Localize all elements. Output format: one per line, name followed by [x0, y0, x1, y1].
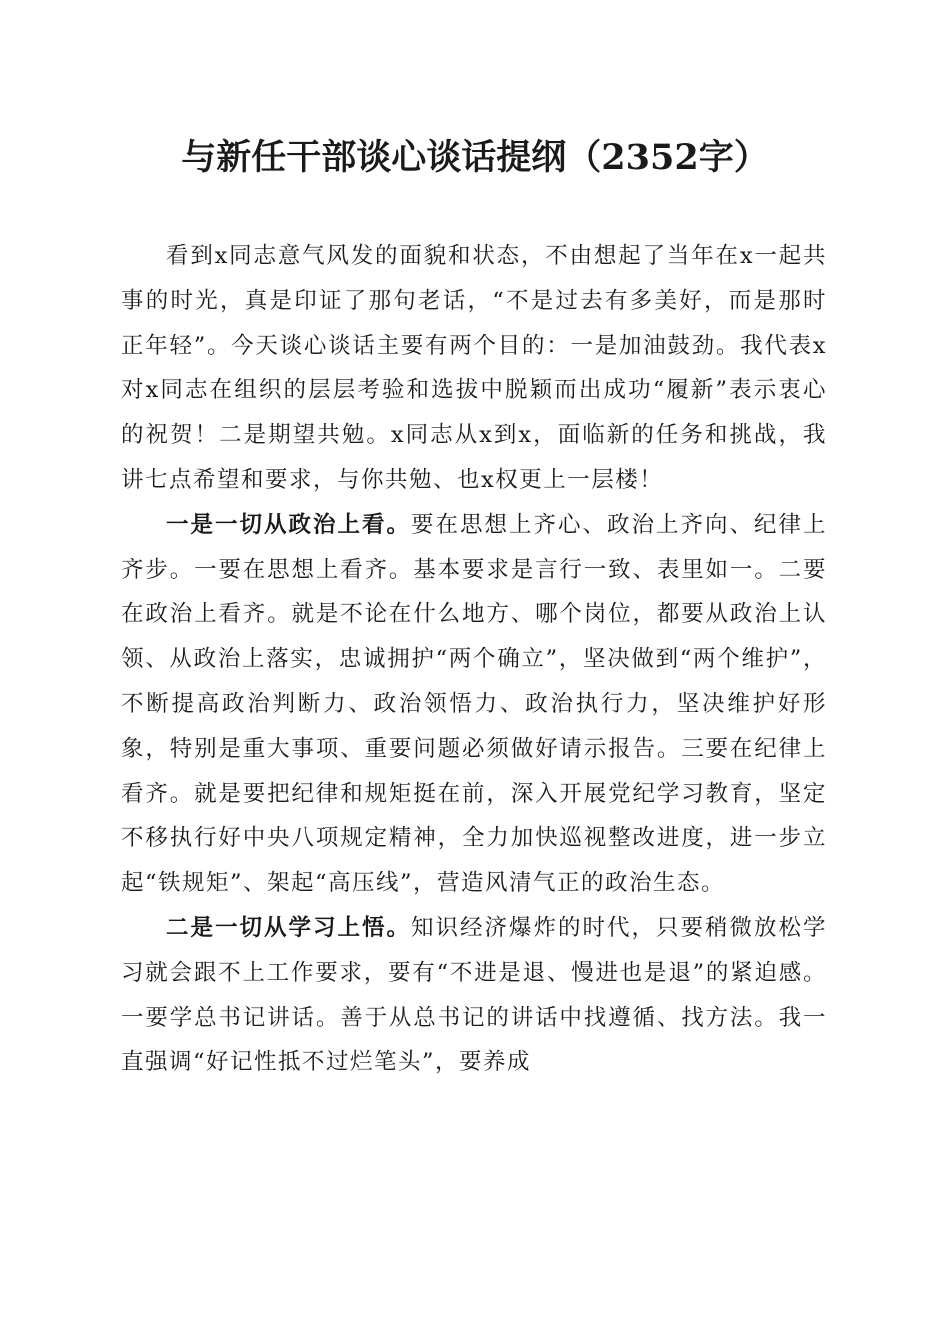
document-body [121, 234, 827, 1085]
paragraph-intro [121, 234, 827, 503]
paragraph-text: 看到x同志意气风发的面貌和状态，不由想起了当年在x一起共事的时光，真是印证了那句老话，“不是过去有多美好，而是那时正年轻”。今天谈心谈话主要有两个目的：一是加油鼓劲。我代表x对x同志在组织的层层考验和选拔中脱颖而出成功“履新”表示衷心的祝贺！二是期望共勉。x同志从x到x，面临新的任务和挑战，我讲七点希望和要求，与你共勉、也x权更上一层楼！ [121, 243, 827, 493]
document-title: 与新任干部谈心谈话提纲（2352字） [181, 137, 769, 178]
paragraph-lead: 二是一切从学习上悟。 [166, 914, 411, 941]
paragraph-text: 要在思想上齐心、政治上齐向、纪律上齐步。一要在思想上看齐。基本要求是言行一致、表里如一。二要在政治上看齐。就是不论在什么地方、哪个岗位，都要从政治上认领、从政治上落实，忠诚拥护“两个确立”，坚决做到“两个维护”，不断提高政治判断力、政治领悟力、政治执行力，坚决维护好形象，特别是重大事项、重要问题必须做好请示报告。三要在纪律上看齐。就是要把纪律和规矩挺在前，深入开展党纪学习教育，坚定不移执行好中央八项规定精神，全力加快巡视整改进度，进一步立起“铁规矩”、架起“高压线”，营造风清气正的政治生态。 [121, 511, 827, 897]
paragraph-learning [121, 906, 827, 1085]
paragraph-lead: 一是一切从政治上看。 [166, 511, 411, 538]
paragraph-text: 知识经济爆炸的时代，只要稍微放松学习就会跟不上工作要求，要有“不进是退、慢进也是退”的紧迫感。一要学总书记讲话。善于从总书记的讲话中找遵循、找方法。我一直强调“好记性抵不过烂笔头”，要养成 [121, 914, 827, 1076]
paragraph-politics [121, 503, 827, 906]
